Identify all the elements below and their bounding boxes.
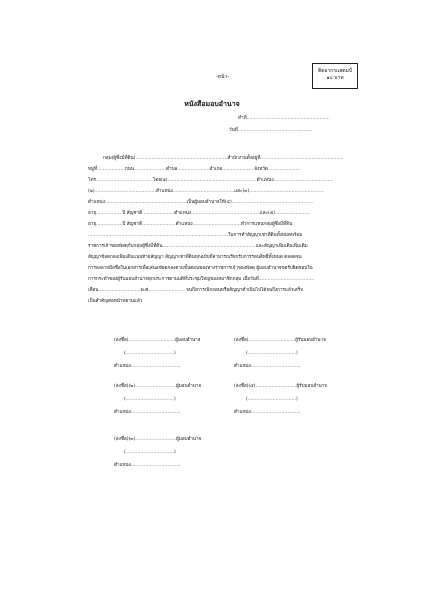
body-line: สัญญาข้อตกลงเพิ่มเติมแนบท้ายสัญญา สัญญาเช่าที่ดินทุกฉบับที่สามารถเรียกรับการรอนสิทธิ์ทั้งหมด ตลอดจน [88,255,302,260]
signature-line: (ลงชื่อ)................................ผู้รับมอบอำนาจ [234,338,326,343]
body-line: ................................................................................................ในการทำสัญญาเช่าที่ดินทั้งหมดพร้อม [88,233,303,238]
body-line: ราชการเจ้าของพัสดุกับกลุ่มผู้ซึ่งมีที่ดิน................................................................และสัญญาเพิ่มเติมเพิ่มเติม [88,244,308,249]
signature-position: ตำแหน่ง.................................. [114,364,181,369]
body-line: กลุ่ม(ผู้ซึ่งมีที่ดิน)...............................................................สำนักงานตั้งอยู่ที่......................................................... [103,156,344,161]
document-title: หนังสือมอบอำนาจ [184,100,240,108]
body-line: การกระทำของผู้รับมอบอำนาจทุกประการตามมติที่ประชุมใหญ่ของสมาชิกกลุ่ม เมื่อวันที่...................................... [88,277,315,282]
signature-line: (ลงชื่อ)(๕)............................ผู้รับมอบอำนาจ [234,384,327,389]
signature-position: ตำแหน่ง.................................. [234,364,301,369]
body-line: อายุ..................ปี สัญชาติ.......................ตำแหน่ง.................................ทำการแทนกลุ่มผู้ซึ่งมีที่ดิน [88,222,293,227]
page-number-mark: -หน้า- [216,74,230,80]
place-line: ทำที่......................................................... [238,116,330,121]
signature-name: (.................................) [124,397,176,402]
date-line: วันที่................................................... [229,128,313,133]
body-line: ตำแหน่ง........................................................เป็นผู้มอบอำนาจให้(๔)........................................................ [88,200,314,205]
signature-line: (ลงชื่อ)................................ผู้มอบอำนาจ [114,338,201,343]
body-line: การลงลายมือชื่อในเอกสารเพื่อเสนอข้อตกลงตามขั้นตอนของทางราชการเจ้าของพัสดุ ผู้มอบอำนาจขอรับผิดชอบใน [88,266,313,271]
body-line: หมู่ที่...................ถนน......................ตำบล......................อำเภอ......................จังหวัด...................... [88,167,300,172]
body-line: (๒)..........................................ตำแหน่ง..........................................และ(๓)................................................... [88,189,324,194]
body-line: อายุ..................ปี สัญชาติ......................ตำแหน่ง...............................................และ(๕)........................ [88,211,311,216]
body-line: เดือน.............................พ.ศ......................... จนถึงการเพิกถอนหรือสัญญาดำเนินไปได้จนถึงการแล้วเสร็จ [88,288,303,293]
signature-position: ตำแหน่ง.................................. [114,463,181,468]
signature-name: (.................................) [246,351,298,356]
body-line: เป็นสำคัญต่อหน้าพยานแล้ว [88,299,143,304]
signature-position: ตำแหน่ง.................................. [114,410,181,415]
signature-name: (.................................) [124,450,176,455]
signature-line: (ลงชื่อ)(๓)............................ผู้มอบอำนาจ [114,437,202,442]
stamp-box [312,63,358,89]
signature-position: ตำแหน่ง.................................. [234,410,301,415]
signature-name: (.................................) [124,351,176,356]
body-line: โทร.......................................โดย(๑).............................................................ตำแหน่ง......................................... [88,178,334,183]
signature-line: (ลงชื่อ)(๒)............................ผู้มอบอำนาจ [114,384,202,389]
signature-name: (.................................) [246,397,298,402]
stamp-label: ติดอากรแสตมป์ [317,68,352,74]
stamp-amount: ๑๐ บาท [326,75,344,81]
